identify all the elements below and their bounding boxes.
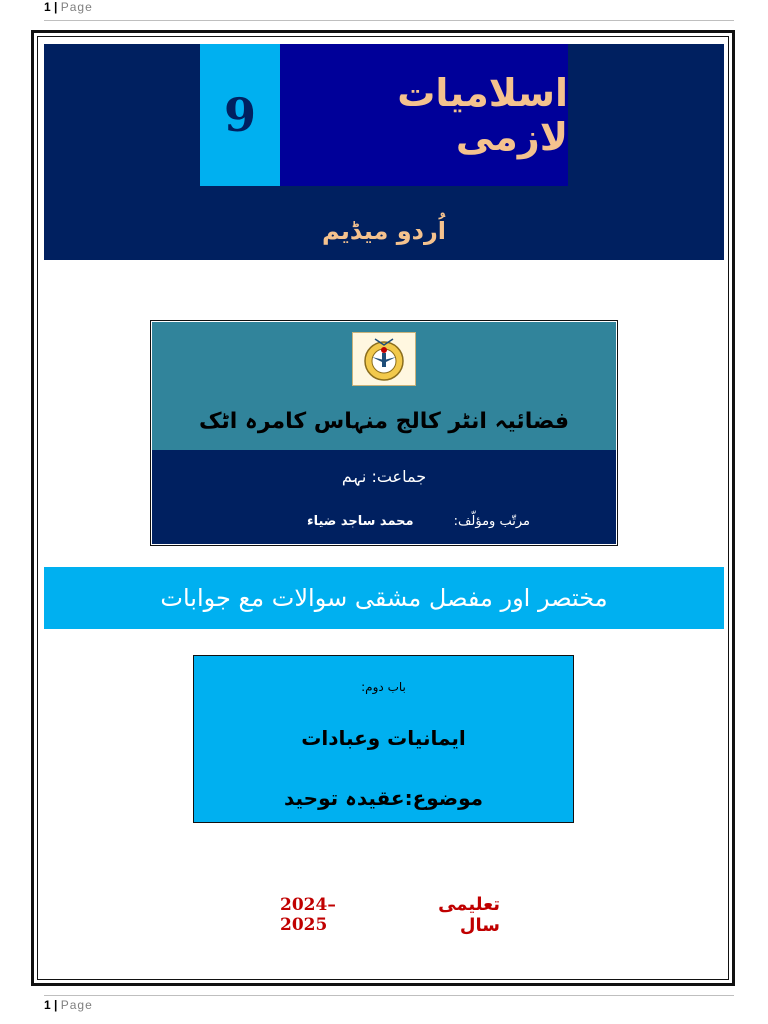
college-name: فضائیہ انٹر کالج منہاس کامرہ اٹک <box>198 409 570 434</box>
footer-page-number: 1 <box>44 998 51 1012</box>
header-rule <box>44 20 734 21</box>
college-crest-icon <box>352 332 416 386</box>
academic-session <box>280 894 500 936</box>
page-header <box>44 0 93 14</box>
chapter-topic: موضوع:عقیدہ توحید <box>283 786 484 810</box>
footer-page-label: Page <box>60 998 93 1012</box>
page-separator: | <box>54 0 58 14</box>
footer-rule <box>44 995 734 996</box>
session-years: 2024–2025 <box>280 895 336 935</box>
page-label: Page <box>60 0 93 14</box>
page-footer <box>44 998 93 1012</box>
medium-subtitle: اُردو میڈیم <box>322 217 446 245</box>
author-label: مرتّب ومؤلّف: <box>453 513 530 529</box>
chapter-label: باب دوم: <box>361 680 406 694</box>
class-line: جماعت: نہم <box>341 467 427 486</box>
questions-band: مختصر اور مفصل مشقی سوالات مع جوابات <box>44 567 724 629</box>
grade-number: 9 <box>200 44 280 186</box>
author-name: محمد ساجد ضیاء <box>306 513 414 529</box>
author-line <box>240 506 530 536</box>
subject-title: اسلامیات لازمی <box>280 44 568 186</box>
footer-page-separator: | <box>54 998 58 1012</box>
page-number: 1 <box>44 0 51 14</box>
chapter-title: ایمانیات وعبادات <box>301 726 466 750</box>
session-label: تعلیمی سال <box>438 894 500 936</box>
